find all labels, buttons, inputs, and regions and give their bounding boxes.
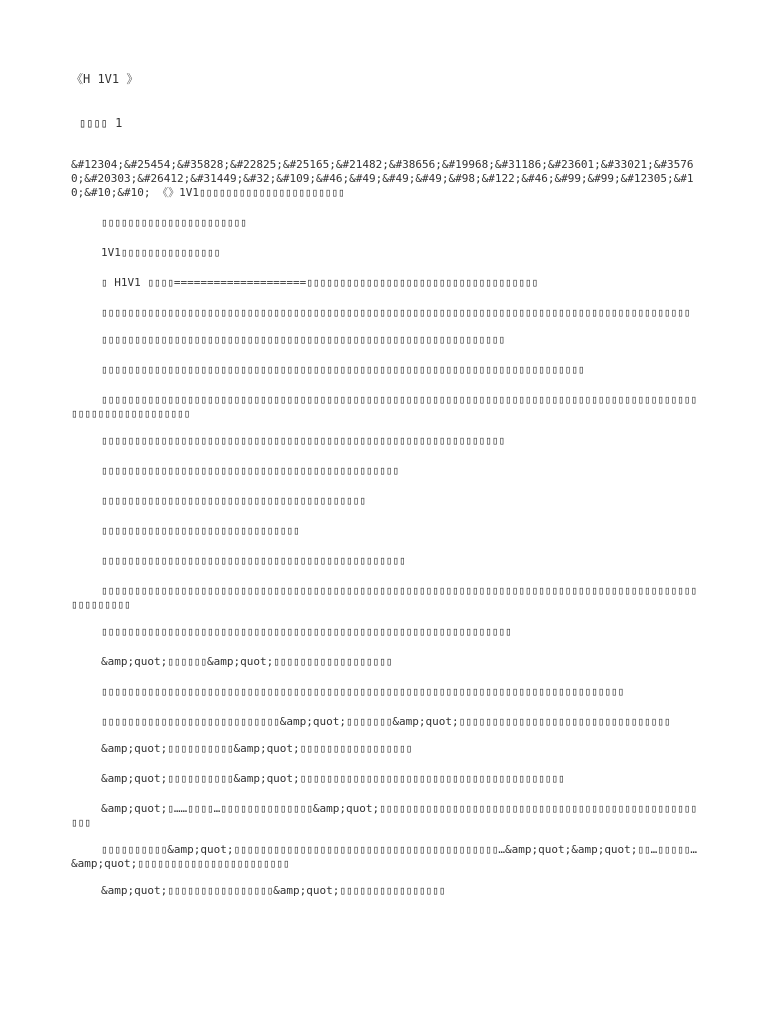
document-title: 《H 1V1 》 [71, 72, 139, 86]
paragraph-11: ▯▯▯▯▯▯▯▯▯▯▯▯▯▯▯▯▯▯▯▯▯▯▯▯▯▯▯▯▯▯▯▯▯▯▯▯▯▯▯▯ [101, 494, 366, 507]
paragraph-16: &amp;quot;▯▯▯▯▯▯&amp;quot;▯▯▯▯▯▯▯▯▯▯▯▯▯▯▯▯▯▯ [101, 655, 393, 668]
paragraph-20: &amp;quot;▯▯▯▯▯▯▯▯▯▯&amp;quot;▯▯▯▯▯▯▯▯▯▯▯▯▯▯▯▯▯▯▯▯▯▯▯▯▯▯▯▯▯▯▯▯▯▯▯▯▯▯▯▯ [101, 772, 565, 785]
paragraph-8: ▯▯▯▯▯▯▯▯▯▯▯▯▯▯▯▯▯▯▯▯▯▯▯▯▯▯▯▯▯▯▯▯▯▯▯▯▯▯▯▯▯▯▯▯▯▯▯▯▯▯▯▯▯▯▯▯▯▯▯▯▯▯▯▯▯▯▯▯▯▯▯▯▯▯▯▯▯▯▯▯▯▯▯▯▯▯▯▯▯▯▯▯▯▯▯▯▯▯▯▯▯▯▯▯▯▯▯▯ [71, 393, 698, 420]
document-page [71, 70, 699, 898]
paragraph-1: &#12304;&#25454;&#35828;&#22825;&#25165;&#21482;&#38656;&#19968;&#31186;&#23601;&#33021;&#35760;&#20303;&#26412;&#31449;&#32;&#109;&#46;&#49;&#49;&#49;&#98;&#122;&#46;&#99;&#99;&#12305;&#10;&#10;&#10; 《》1V1▯▯▯▯▯▯▯▯▯▯▯▯▯▯▯▯▯▯▯▯▯▯ [71, 158, 694, 199]
paragraph-10: ▯▯▯▯▯▯▯▯▯▯▯▯▯▯▯▯▯▯▯▯▯▯▯▯▯▯▯▯▯▯▯▯▯▯▯▯▯▯▯▯▯▯▯▯▯ [101, 464, 400, 477]
paragraph-14: ▯▯▯▯▯▯▯▯▯▯▯▯▯▯▯▯▯▯▯▯▯▯▯▯▯▯▯▯▯▯▯▯▯▯▯▯▯▯▯▯▯▯▯▯▯▯▯▯▯▯▯▯▯▯▯▯▯▯▯▯▯▯▯▯▯▯▯▯▯▯▯▯▯▯▯▯▯▯▯▯▯▯▯▯▯▯▯▯▯▯▯▯▯▯▯▯▯▯▯ [71, 584, 698, 611]
paragraph-13: ▯▯▯▯▯▯▯▯▯▯▯▯▯▯▯▯▯▯▯▯▯▯▯▯▯▯▯▯▯▯▯▯▯▯▯▯▯▯▯▯▯▯▯▯▯▯ [101, 554, 406, 567]
paragraph-6: ▯▯▯▯▯▯▯▯▯▯▯▯▯▯▯▯▯▯▯▯▯▯▯▯▯▯▯▯▯▯▯▯▯▯▯▯▯▯▯▯▯▯▯▯▯▯▯▯▯▯▯▯▯▯▯▯▯▯▯▯▯ [101, 333, 505, 346]
paragraph-5: ▯▯▯▯▯▯▯▯▯▯▯▯▯▯▯▯▯▯▯▯▯▯▯▯▯▯▯▯▯▯▯▯▯▯▯▯▯▯▯▯▯▯▯▯▯▯▯▯▯▯▯▯▯▯▯▯▯▯▯▯▯▯▯▯▯▯▯▯▯▯▯▯▯▯▯▯▯▯▯▯▯▯▯▯▯▯▯▯▯ [101, 306, 691, 319]
paragraph-17: ▯▯▯▯▯▯▯▯▯▯▯▯▯▯▯▯▯▯▯▯▯▯▯▯▯▯▯▯▯▯▯▯▯▯▯▯▯▯▯▯▯▯▯▯▯▯▯▯▯▯▯▯▯▯▯▯▯▯▯▯▯▯▯▯▯▯▯▯▯▯▯▯▯▯▯▯▯▯▯ [101, 685, 625, 698]
paragraph-9: ▯▯▯▯▯▯▯▯▯▯▯▯▯▯▯▯▯▯▯▯▯▯▯▯▯▯▯▯▯▯▯▯▯▯▯▯▯▯▯▯▯▯▯▯▯▯▯▯▯▯▯▯▯▯▯▯▯▯▯▯▯ [101, 434, 505, 447]
paragraph-23: &amp;quot;▯▯▯▯▯▯▯▯▯▯▯▯▯▯▯▯&amp;quot;▯▯▯▯▯▯▯▯▯▯▯▯▯▯▯▯ [101, 884, 446, 897]
paragraph-7: ▯▯▯▯▯▯▯▯▯▯▯▯▯▯▯▯▯▯▯▯▯▯▯▯▯▯▯▯▯▯▯▯▯▯▯▯▯▯▯▯▯▯▯▯▯▯▯▯▯▯▯▯▯▯▯▯▯▯▯▯▯▯▯▯▯▯▯▯▯▯▯▯▯ [101, 363, 585, 376]
paragraph-22: ▯▯▯▯▯▯▯▯▯▯&amp;quot;▯▯▯▯▯▯▯▯▯▯▯▯▯▯▯▯▯▯▯▯▯▯▯▯▯▯▯▯▯▯▯▯▯▯▯▯▯▯▯▯…&amp;quot;&amp;quot;▯▯…▯▯▯▯▯…&amp;quot;▯▯▯▯▯▯▯▯▯▯▯▯▯▯▯▯▯▯▯▯▯▯▯ [71, 843, 698, 870]
paragraph-21: &amp;quot;▯……▯▯▯▯…▯▯▯▯▯▯▯▯▯▯▯▯▯▯&amp;quot;▯▯▯▯▯▯▯▯▯▯▯▯▯▯▯▯▯▯▯▯▯▯▯▯▯▯▯▯▯▯▯▯▯▯▯▯▯▯▯▯▯▯▯▯▯▯▯▯▯▯▯ [71, 802, 698, 829]
paragraph-3: 1V1▯▯▯▯▯▯▯▯▯▯▯▯▯▯▯ [101, 246, 221, 259]
paragraph-12: ▯▯▯▯▯▯▯▯▯▯▯▯▯▯▯▯▯▯▯▯▯▯▯▯▯▯▯▯▯▯ [101, 524, 300, 537]
paragraph-4: ▯ H1V1 ▯▯▯▯====================▯▯▯▯▯▯▯▯▯▯▯▯▯▯▯▯▯▯▯▯▯▯▯▯▯▯▯▯▯▯▯▯▯▯▯ [101, 276, 539, 289]
paragraph-2: ▯▯▯▯▯▯▯▯▯▯▯▯▯▯▯▯▯▯▯▯▯▯ [101, 216, 247, 229]
chapter-heading: ▯▯▯▯ 1 [79, 116, 123, 130]
paragraph-15: ▯▯▯▯▯▯▯▯▯▯▯▯▯▯▯▯▯▯▯▯▯▯▯▯▯▯▯▯▯▯▯▯▯▯▯▯▯▯▯▯▯▯▯▯▯▯▯▯▯▯▯▯▯▯▯▯▯▯▯▯▯▯ [101, 625, 512, 638]
paragraph-19: &amp;quot;▯▯▯▯▯▯▯▯▯▯&amp;quot;▯▯▯▯▯▯▯▯▯▯▯▯▯▯▯▯▯ [101, 742, 413, 755]
paragraph-18: ▯▯▯▯▯▯▯▯▯▯▯▯▯▯▯▯▯▯▯▯▯▯▯▯▯▯▯&amp;quot;▯▯▯▯▯▯▯&amp;quot;▯▯▯▯▯▯▯▯▯▯▯▯▯▯▯▯▯▯▯▯▯▯▯▯▯▯▯▯▯▯▯▯ [101, 715, 671, 728]
